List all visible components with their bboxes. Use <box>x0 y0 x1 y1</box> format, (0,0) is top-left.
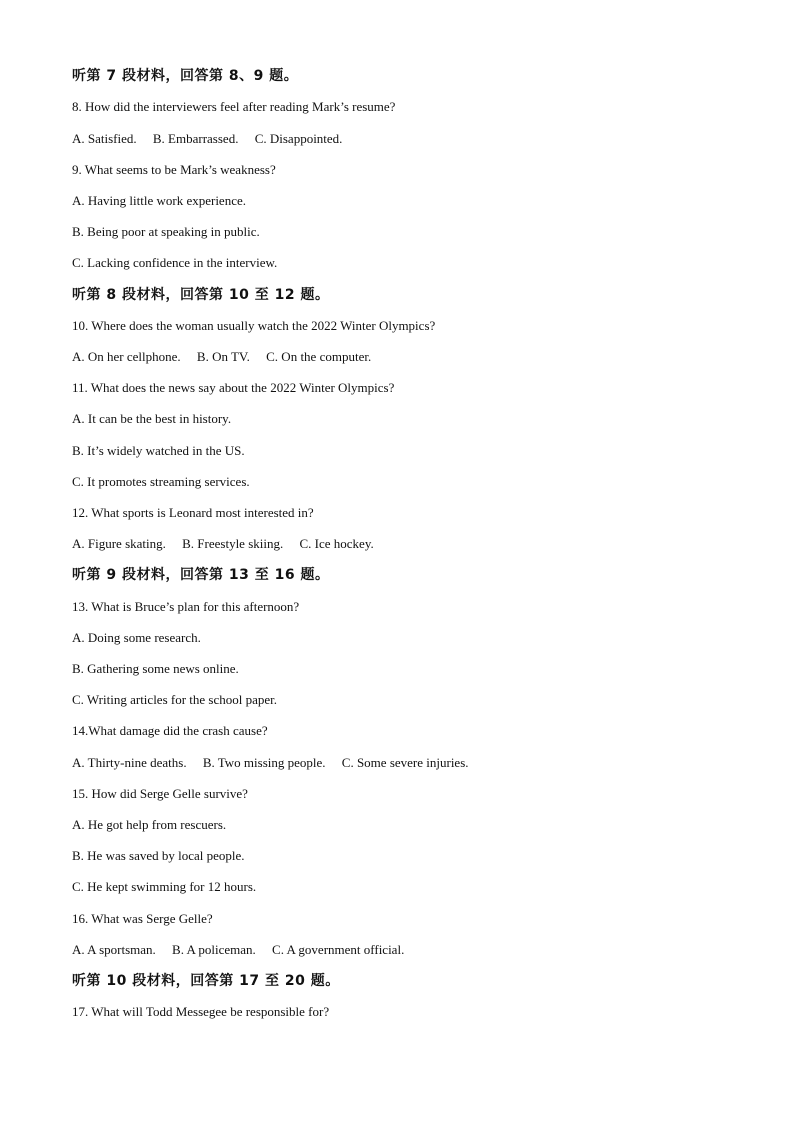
answer-option: B. He was saved by local people. <box>72 848 245 863</box>
answer-options: A. Satisfied. B. Embarrassed. C. Disappointed. <box>72 131 343 146</box>
section-heading: 听第 9 段材料，回答第 13 至 16 题。 <box>72 567 330 583</box>
question-text: 10. Where does the woman usually watch the 2022 Winter Olympics? <box>72 318 436 333</box>
question-text: 12. What sports is Leonard most interested in? <box>72 505 314 520</box>
answer-options: A. Figure skating. B. Freestyle skiing. C. Ice hockey. <box>72 536 374 551</box>
answer-options: A. A sportsman. B. A policeman. C. A government official. <box>72 942 405 957</box>
question-text: 15. How did Serge Gelle survive? <box>72 786 248 801</box>
answer-option: B. It’s widely watched in the US. <box>72 443 245 458</box>
answer-option: B. Being poor at speaking in public. <box>72 224 260 239</box>
question-text: 8. How did the interviewers feel after reading Mark’s resume? <box>72 99 396 114</box>
section-heading: 听第 8 段材料，回答第 10 至 12 题。 <box>72 287 330 303</box>
question-text: 13. What is Bruce’s plan for this afternoon? <box>72 599 300 614</box>
answer-options: A. Thirty-nine deaths. B. Two missing people. C. Some severe injuries. <box>72 755 469 770</box>
answer-options: A. On her cellphone. B. On TV. C. On the computer. <box>72 349 372 364</box>
answer-option: C. Writing articles for the school paper. <box>72 692 278 707</box>
question-text: 17. What will Todd Messegee be responsible for? <box>72 1004 330 1019</box>
section-heading: 听第 7 段材料，回答第 8、9 题。 <box>72 68 299 84</box>
section-heading: 听第 10 段材料，回答第 17 至 20 题。 <box>72 973 340 989</box>
answer-option: A. He got help from rescuers. <box>72 817 227 832</box>
answer-option: A. Having little work experience. <box>72 193 246 208</box>
question-text: 16. What was Serge Gelle? <box>72 911 213 926</box>
question-text: 14.What damage did the crash cause? <box>72 723 268 738</box>
question-text: 9. What seems to be Mark’s weakness? <box>72 162 276 177</box>
answer-option: C. Lacking confidence in the interview. <box>72 255 278 270</box>
question-text: 11. What does the news say about the 2022 Winter Olympics? <box>72 380 395 395</box>
answer-option: A. Doing some research. <box>72 630 201 645</box>
answer-option: C. It promotes streaming services. <box>72 474 250 489</box>
answer-option: C. He kept swimming for 12 hours. <box>72 879 257 894</box>
answer-option: B. Gathering some news online. <box>72 661 239 676</box>
answer-option: A. It can be the best in history. <box>72 411 232 426</box>
